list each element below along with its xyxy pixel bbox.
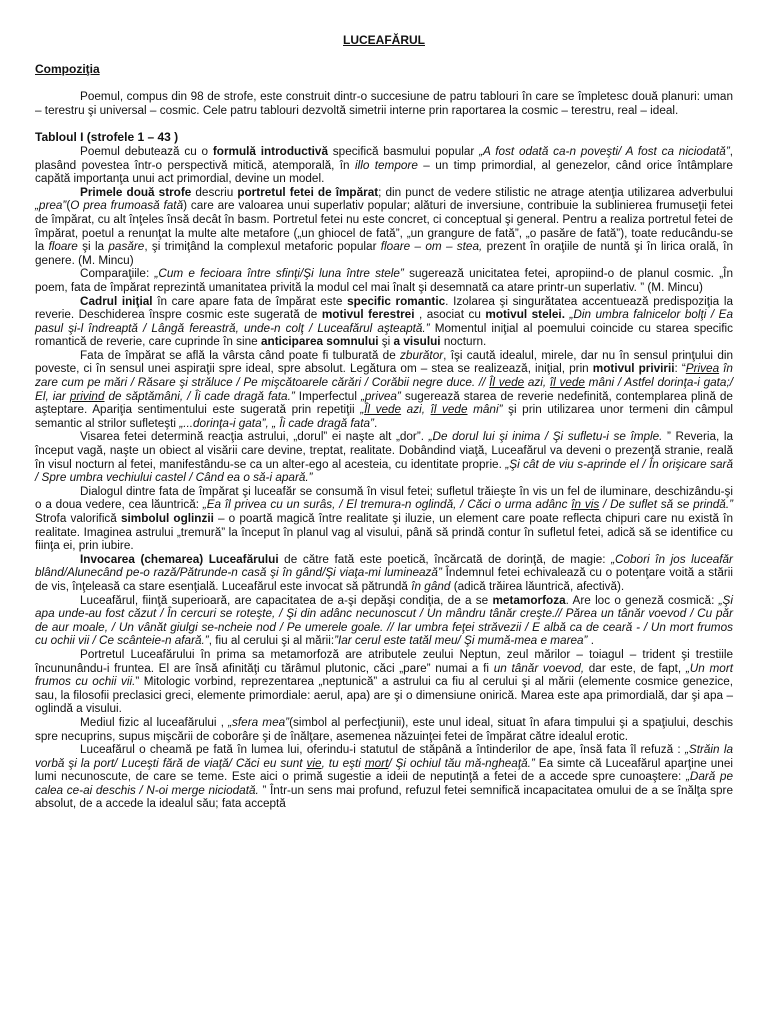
text-run: „ <box>360 403 365 417</box>
text-run: azi, <box>401 403 431 417</box>
text-run: ( <box>66 199 71 213</box>
text-run: Portretul Luceafărului în prima sa metamorfoză are atributele zeului Neptun, zeul mărilor – toiagul – trident şi trestiile încununându-i fruntea. El are însă afinităţi cu tărâmul plutonic, căci „pare” numai a fi <box>35 647 733 675</box>
text-run: Strofa valorifică <box>35 512 121 525</box>
section-heading: Compoziţia <box>35 61 100 76</box>
text-run: formulă introductivă <box>212 144 328 158</box>
text-run: ) care are valoarea unui superlativ popular; alături de inversiune, contribuie la sublinierea frumuseţii fetei de împărat, cu alt înţeles însă decât în basm. Portretul fetei nu este concret, ci conceptual şi general. Pentru a realiza portretul fetei de împărat, poetul a renunţat la multe alte metafore („un ghiocel de fată”, „un grangure de fată”, „o pasăre de fată”), toate reducându-se la <box>35 199 733 254</box>
text-run: a visului <box>393 335 441 349</box>
text-run: în vis <box>571 498 600 512</box>
text-run: zburător <box>400 348 444 362</box>
text-run: Primele două strofe <box>80 185 192 199</box>
text-run: motivul stelei. <box>485 308 565 322</box>
text-run: „Cobori în jos luceafăr blând/Alunecând pe-o rază/Pătrunde-n casă şi în gând/Şi viaţa-mi luminează” <box>35 552 733 580</box>
text-run: şi la <box>77 240 109 254</box>
text-run: mort <box>364 756 389 770</box>
text-run: „privea” <box>360 389 401 403</box>
text-run: azi, <box>524 376 550 390</box>
text-run: specifică basmului popular <box>327 144 480 158</box>
text-run: simbolul oglinzii <box>120 512 214 525</box>
paragraph <box>35 648 733 716</box>
paragraph <box>35 90 733 117</box>
text-run: Îl vede <box>489 376 525 390</box>
text-run: şi <box>378 335 394 349</box>
text-run: Cadrul iniţial <box>80 294 153 308</box>
text-run: în zare cum pe mări / Răsare şi străluce / Pe mişcătoarele cărări / Corăbii negre duce. // <box>35 362 733 390</box>
text-run: floare – om – stea, <box>380 240 483 254</box>
text-run: ” Reveria, la început vagă, naşte un obiect al visării care devine, treptat, realitate. Dobândind viaţă, Luceafărul va deveni o prezenţă stranie, reală în visul nocturn al fetei, manifestându-se ca un alter-ego al acesteia, cu identitate proprie. <box>35 430 733 471</box>
text-run: ”Iar cerul este tatăl meu/ Şi mumă-mea e marea” <box>334 634 588 648</box>
text-run: Invocarea (chemarea) Luceafărului <box>80 552 279 566</box>
text-run: pasăre <box>108 240 145 254</box>
text-run: motivul privirii <box>592 362 675 376</box>
text-run: ” Mitologic vorbind, reprezentarea „neptunică” a astrului ca fiu al cerului şi al mării (elemente cosmice genezice, sau, la filosofii preclasici greci, elemente primordiale: aerul, apa) are şi o dimensiune onirică. Marea este apa primordială, dar şi apa – oglindă a visului. <box>35 675 733 716</box>
paragraph <box>35 145 733 186</box>
text-run: „A fost odată ca-n poveşti/ A fost ca niciodată” <box>479 144 730 158</box>
paragraph <box>35 186 733 268</box>
text-run: mâni / Astfel dorinţa-i gata;/ El, iar <box>35 376 733 403</box>
text-run: floare <box>48 240 78 254</box>
text-run: „Din umbra falnicelor bolţi / Ea pasul şi-l îndreaptă / Lângă fereastră, unde-n colţ / Luceafărul aşteaptă.” <box>35 308 734 335</box>
paragraph <box>35 430 733 484</box>
text-run: Luceafărul o cheamă pe fată în lumea lui, oferindu-i statutul de stăpână a întinderilor de ape, însă fata îl refuză : <box>80 743 685 757</box>
text-run: – o poartă magică între realitate şi iluzie, un element care poate reflecta chipuri care nu există în realitate. Imaginea astrului „tremură” la început în planul vag al visului, până să prindă contur în sufletul fetei, adică să se identifice cu fiinţa ei, prin iubire. <box>35 512 733 553</box>
text-run: . Are loc o geneză cosmică: <box>565 593 719 607</box>
text-run: „De dorul lui şi inima / Şi sufletu-i se împle. <box>428 430 663 444</box>
text-run: Poemul, compus din 98 de strofe, este construit dintr-o succesiune de patru tablouri în care se împletesc două planuri: uman – terestru şi universal – cosmic. Cele patru tablouri dezvoltă simetrii interne prin raportarea la cosmic – terestru, real – ideal. <box>35 90 733 117</box>
text-run: „...dorinţa-i gata”, „ Îi cade dragă fata” <box>179 416 374 430</box>
text-run: „Şi cât de viu s-aprinde el / În orişicare sară / Spre umbra vechiului castel / Când ea o să-i apară.” <box>35 457 733 485</box>
text-run: , tu eşti <box>321 756 365 770</box>
text-run: „Un mort frumos cu ochii vii. <box>35 661 734 689</box>
text-run: mâni” <box>467 403 503 417</box>
text-run: Visarea fetei determină reacţia astrului, „dorul” ei naşte alt „dor”. <box>80 430 429 444</box>
paragraph <box>35 716 733 743</box>
text-run: ” Într-un sens mai profund, refuzul fetei semnifică incapacitatea omului de a se înălţa spre absolut, de a accede la idealul său; fata acceptă <box>35 783 733 811</box>
text-run: , şi trimiţând la complexul metaforic popular <box>144 240 381 254</box>
text-run: motivul ferestrei <box>321 308 415 322</box>
text-run: de săptămâni, / Îi cade dragă fata.” <box>104 389 295 403</box>
text-run: Imperfectul <box>294 389 361 403</box>
text-run: Îl vede <box>364 403 402 417</box>
text-run: „prea” <box>35 199 67 213</box>
text-run: anticiparea somnului <box>260 335 379 349</box>
text-run: , asociat cu <box>414 308 486 322</box>
paragraph <box>35 743 733 811</box>
text-run: (simbol al perfecţiunii), este unul ideal, situat în afara timpului şi a spaţiului, deschis spre necuprins, supus mişcării de coborâre şi de înălţare, asemenea năzuinţei fetei de împărat către idealul erotic. <box>35 715 733 743</box>
text-run: „Ea îl privea cu un surâs, / El tremura-n oglindă, / Căci o urma adânc <box>202 498 572 512</box>
text-run: – un timp primordial, al genezelor, când orice întâmplare capătă importanţa unui act primordial, devine un model. <box>35 158 733 186</box>
text-run: Ea simte că Luceafărul aparţine unei lumi necunoscute, de care se teme. Este aici o primă sugestie a ideii de neputinţă a fetei de a accede spre cunoaştere: <box>35 756 733 784</box>
text-run: în care apare fata de împărat este <box>152 294 348 308</box>
text-run: vie <box>306 756 322 770</box>
text-run: „Dară pe calea ce-ai deschis / N-oi merge niciodată. <box>35 770 734 797</box>
document-title: LUCEAFĂRUL <box>343 33 425 47</box>
text-run: „Cum e fecioara între sfinţi/Şi luna între stele” <box>154 267 404 281</box>
text-run: / De suflet să se prindă.” <box>599 498 734 512</box>
text-run: (adică trăirea lăuntrică, afectivă). <box>450 579 625 593</box>
text-run: prezent în oraţiile de nuntă şi în lirica orală, în genere. (M. Mincu) <box>35 240 733 267</box>
text-run: / Şi ochiul tău mă-ngheaţă.” <box>388 756 535 770</box>
text-run: Îndemnul fetei echivalează cu o potenţare voită a stării de vis, înţeleasă ca stare esenţială. Luceafărul este invocat să pătrundă <box>35 566 733 593</box>
text-run: îl vede <box>430 403 468 417</box>
text-run: Mediul fizic al luceafărului , <box>80 715 229 729</box>
paragraph <box>35 267 733 294</box>
text-run: , fiu al cerului şi al mării: <box>208 634 335 648</box>
text-run: şi prin utilizarea unor termeni din câmpul semantic al strilor sufleteşti <box>35 403 733 430</box>
text-run: Fata de împărat se află la vârsta când poate fi tulburată de <box>80 348 401 362</box>
text-run: . <box>373 416 378 430</box>
text-run: metamorfoza <box>492 593 566 607</box>
text-run: nocturn. <box>440 335 487 349</box>
text-run: , plasând povestea într-o perspectivă mitică, atemporală, în <box>35 144 734 172</box>
text-run: Poemul debutează cu o <box>80 144 213 158</box>
text-run: sugerează starea de reverie nedefinită, contemplarea plină de aşteptare. Apariţia sentimentului este sugerată prin repetiţii <box>35 389 733 417</box>
text-run: descriu <box>191 185 238 199</box>
text-run: privind <box>69 389 105 403</box>
text-run: Comparaţiile: <box>80 267 155 281</box>
text-run: în gând <box>411 579 451 593</box>
text-run: „Străin la vorbă şi la port/ Luceşti fără de viaţă/ Căci eu sunt <box>35 743 733 770</box>
paragraph <box>35 594 733 648</box>
text-run: de către fată este poetică, încărcată de dorinţă, de magie: <box>278 552 612 566</box>
text-run: , îşi caută idealul, mirele, dar nu în sensul prinţului din poveste, ci în sensul unei aspiraţii spre ideal, spre absolut. Legătura om – stea se realizează, iniţial, prin <box>35 348 733 376</box>
paragraph <box>35 553 733 594</box>
text-run: un tânăr voevod, <box>493 661 585 675</box>
text-run: Dialogul dintre fata de împărat şi luceafăr se consumă în visul fetei; sufletul trăieşte în vis un fel de iluminare, deschizându-şi o a doua vedere, cea lăuntrică: <box>35 484 733 512</box>
text-run: . <box>587 634 594 648</box>
text-run: : “ <box>674 362 686 376</box>
text-run: „sfera mea” <box>228 715 290 729</box>
paragraph <box>35 349 733 431</box>
text-run: Privea <box>685 362 720 376</box>
paragraph <box>35 485 733 553</box>
text-run: specific romantic <box>347 294 446 308</box>
text-run: . Izolarea şi singurătatea accentuează predispoziţia la reverie. Deschiderea înspre cosmic este sugerată de <box>35 294 733 322</box>
text-run: Momentul iniţial al poemului coincide cu starea specific romantică de reverie, care cuprinde în sine <box>35 321 734 349</box>
tablou-heading: Tabloul I (strofele 1 – 43 ) <box>35 130 179 145</box>
text-run: O prea frumoasă fată <box>70 199 184 213</box>
text-run: îl vede <box>549 376 585 390</box>
text-run: ; din punct de vedere stilistic ne atrage atenţia utilizarea adverbului <box>378 185 733 199</box>
text-run: portretul fetei de împărat <box>237 185 379 199</box>
paragraph <box>35 295 733 349</box>
text-run: „Şi apa unde-au fost căzut / În cercuri se roteşte, / Şi din adânc necunoscut / Un mândru tânăr creşte.// Părea un tânăr voevod / Cu păr de aur moale, / Un vânăt giulgi se-ncheie nod / Pe umerele goale. // Iar umbra feţei străvezii / E albă ca de ceară - / Un mort frumos cu ochii vii / Ce scânteie-n afară.” <box>35 593 733 648</box>
text-run: illo tempore <box>354 158 418 172</box>
text-run: sugerează unicitatea fetei, apropiind-o de planul cosmic. „În poem, fata de împărat reprezintă umanitatea privită la modul cel mai înalt şi desemnată ca atare printr-un superlativ. ” (M. Mincu) <box>35 267 733 294</box>
text-run: Luceafărul, fiinţă superioară, are capacitatea de a-şi depăşi condiţia, de a se <box>80 593 493 607</box>
text-run: dar este, de fapt, <box>584 661 686 675</box>
